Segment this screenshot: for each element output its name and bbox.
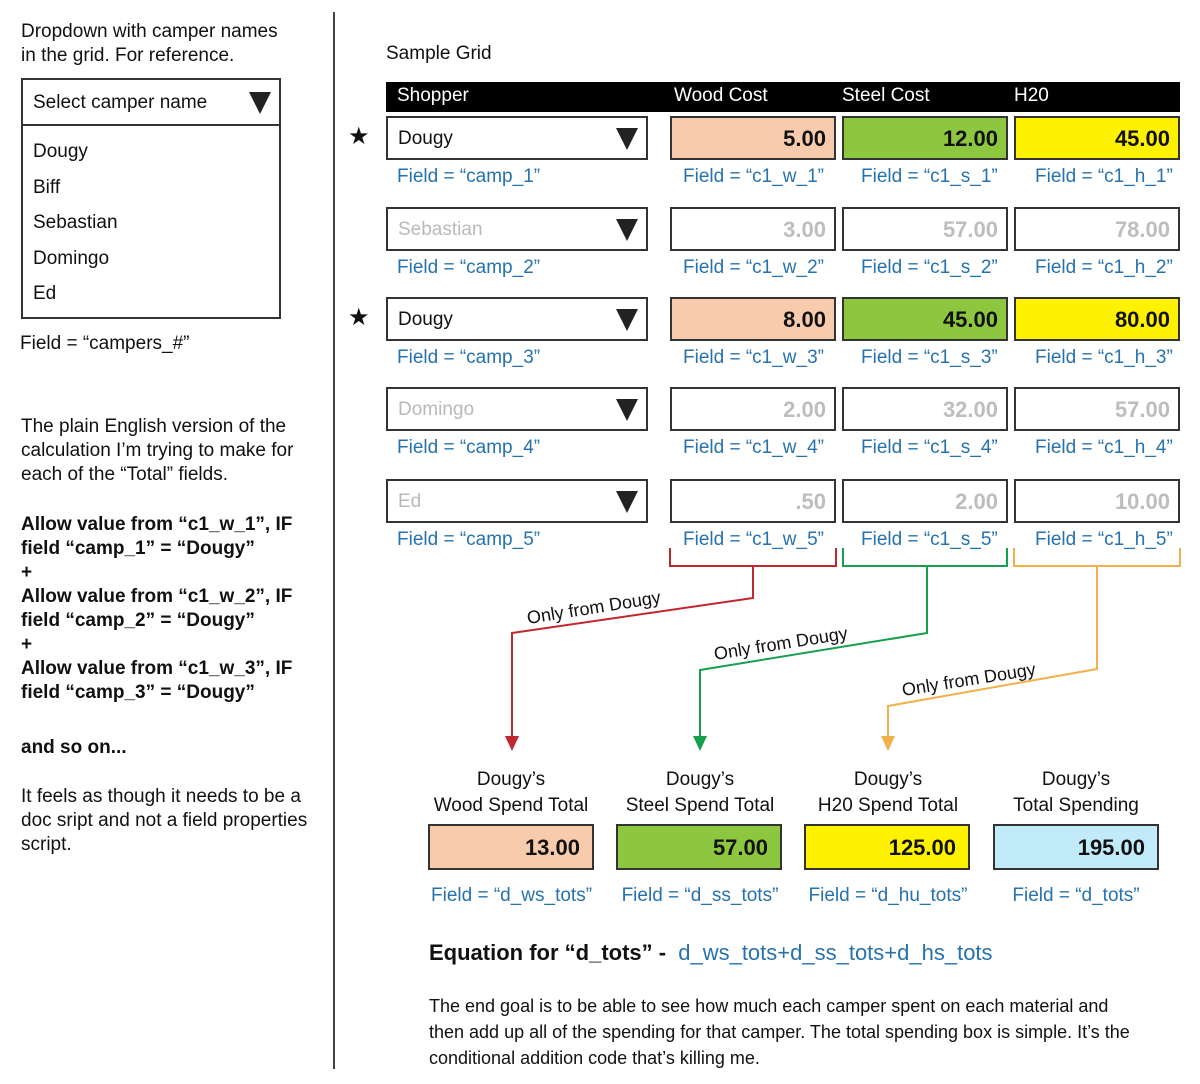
grid-title: Sample Grid: [386, 43, 492, 64]
dropdown-option[interactable]: Biff: [33, 176, 61, 198]
shopper-name: Dougy: [398, 309, 453, 330]
wood-field-label: Field = “c1_w_3”: [683, 347, 824, 368]
pseudo-code-line: +: [21, 562, 33, 583]
pseudo-code-line: Allow value from “c1_w_2”, IF: [21, 586, 293, 607]
steel-connector: [693, 548, 1007, 751]
note-line: doc sript and not a field properties: [21, 810, 308, 831]
h20-total-field-label: Field = “d_hu_tots”: [808, 885, 968, 906]
wood-cost-input[interactable]: 2.00: [670, 387, 836, 431]
wood-total-field-label: Field = “d_ws_tots”: [431, 885, 593, 906]
dropdown-option[interactable]: Dougy: [33, 141, 88, 162]
explanation-line: calculation I’m trying to make for: [21, 440, 294, 461]
total-title-line: H20 Spend Total: [817, 795, 959, 816]
shopper-name: Domingo: [398, 399, 475, 420]
intro-line: Dropdown with camper names: [21, 21, 278, 42]
shopper-field-label: Field = “camp_4”: [397, 437, 541, 458]
shopper-field-label: Field = “camp_2”: [397, 257, 541, 278]
total-title-line: Dougy’s: [1041, 769, 1111, 790]
total-title-line: Dougy’s: [665, 769, 735, 790]
h20-total-field[interactable]: 125.00: [804, 824, 970, 870]
h20-bracket: [1014, 548, 1180, 566]
total-title-line: Steel Spend Total: [625, 795, 775, 816]
wood-field-label: Field = “c1_w_2”: [683, 257, 824, 278]
steel-field-label: Field = “c1_s_3”: [861, 347, 998, 368]
steel-cost-input[interactable]: 32.00: [842, 387, 1008, 431]
h20-cost-input[interactable]: 45.00: [1014, 116, 1180, 160]
wood-field-label: Field = “c1_w_4”: [683, 437, 824, 458]
h20-arrow-label: Only from Dougy: [900, 659, 1038, 700]
dropdown-option[interactable]: Domingo: [33, 247, 110, 269]
end-goal-line: conditional addition code that’s killing me.: [429, 1048, 760, 1068]
wood-cost-input[interactable]: 3.00: [670, 207, 836, 251]
steel-arrowhead: [693, 736, 707, 751]
note-line: script.: [21, 834, 72, 855]
equation: [429, 940, 993, 966]
total-title-line: Dougy’s: [853, 769, 923, 790]
note-line: It feels as though it needs to be a: [21, 786, 301, 807]
dropdown-option[interactable]: Ed: [33, 283, 57, 304]
steel-cost-input[interactable]: 57.00: [842, 207, 1008, 251]
equation-formula: d_ws_tots+d_ss_tots+d_hs_tots: [678, 940, 993, 965]
steel-field-label: Field = “c1_s_4”: [861, 437, 998, 458]
h20-field-label: Field = “c1_h_5”: [1035, 529, 1173, 550]
total-title-line: Wood Spend Total: [433, 795, 589, 816]
h20-arrow-line: [888, 566, 1097, 744]
steel-field-label: Field = “c1_s_1”: [861, 166, 998, 187]
grand-total-field-label: Field = “d_tots”: [1012, 885, 1140, 906]
wood-total-title: [416, 767, 606, 819]
steel-cost-input[interactable]: 12.00: [842, 116, 1008, 160]
steel-cost-input[interactable]: 45.00: [842, 297, 1008, 341]
pseudo-code-line: +: [21, 634, 33, 655]
steel-total-title: [605, 767, 795, 819]
shopper-field-label: Field = “camp_3”: [397, 347, 541, 368]
h20-arrowhead: [881, 736, 895, 751]
grand-total-title: [981, 767, 1171, 819]
h20-field-label: Field = “c1_h_3”: [1035, 347, 1173, 368]
star-icon: ★: [348, 304, 370, 331]
steel-total-field-label: Field = “d_ss_tots”: [621, 885, 779, 906]
wood-arrow-label: Only from Dougy: [525, 587, 663, 628]
steel-field-label: Field = “c1_s_5”: [861, 529, 998, 550]
h20-cost-input[interactable]: 57.00: [1014, 387, 1180, 431]
steel-total-field[interactable]: 57.00: [616, 824, 782, 870]
h20-cost-input[interactable]: 10.00: [1014, 479, 1180, 523]
h20-field-label: Field = “c1_h_1”: [1035, 166, 1173, 187]
and-so-on: and so on...: [21, 737, 127, 758]
campers-field-label: Field = “campers_#”: [20, 333, 190, 354]
explanation-line: each of the “Total” fields.: [21, 464, 228, 485]
h20-field-label: Field = “c1_h_2”: [1035, 257, 1173, 278]
end-goal-line: The end goal is to be able to see how much each camper spent on each material and: [429, 996, 1109, 1016]
explanation-line: The plain English version of the: [21, 416, 287, 437]
pseudo-code-line: field “camp_1” = “Dougy”: [21, 538, 255, 559]
steel-cost-input[interactable]: 2.00: [842, 479, 1008, 523]
total-title-line: Dougy’s: [476, 769, 546, 790]
pseudo-code-line: field “camp_3” = “Dougy”: [21, 682, 255, 703]
shopper-field-label: Field = “camp_5”: [397, 529, 541, 550]
h20-field-label: Field = “c1_h_4”: [1035, 437, 1173, 458]
h20-total-title: [793, 767, 983, 819]
wood-bracket: [670, 548, 836, 566]
intro-line: in the grid. For reference.: [21, 45, 235, 66]
header-steel-cost: Steel Cost: [842, 85, 930, 106]
dropdown-option[interactable]: Sebastian: [33, 212, 118, 233]
header-shopper: Shopper: [397, 85, 469, 106]
shopper-name: Ed: [398, 491, 422, 512]
shopper-name: Dougy: [398, 128, 453, 149]
grand-total-field[interactable]: 195.00: [993, 824, 1159, 870]
h20-cost-input[interactable]: 80.00: [1014, 297, 1180, 341]
star-icon: ★: [348, 123, 370, 150]
dropdown-placeholder: Select camper name: [33, 92, 208, 113]
total-title-line: Total Spending: [1013, 795, 1139, 816]
equation-label: Equation for “d_tots” -: [429, 940, 667, 965]
end-goal-line: then add up all of the spending for that camper. The total spending box is simple. It’s the: [429, 1022, 1130, 1042]
pseudo-code-line: Allow value from “c1_w_1”, IF: [21, 514, 293, 535]
wood-cost-input[interactable]: 8.00: [670, 297, 836, 341]
pseudo-code-line: Allow value from “c1_w_3”, IF: [21, 658, 293, 679]
end-goal-text: [429, 993, 1130, 1071]
shopper-name: Sebastian: [398, 219, 483, 240]
steel-arrow-label: Only from Dougy: [712, 623, 850, 664]
wood-field-label: Field = “c1_w_1”: [683, 166, 824, 187]
wood-cost-input[interactable]: .50: [670, 479, 836, 523]
wood-cost-input[interactable]: 5.00: [670, 116, 836, 160]
wood-total-field[interactable]: 13.00: [428, 824, 594, 870]
steel-bracket: [843, 548, 1007, 566]
header-wood-cost: Wood Cost: [674, 85, 768, 106]
wood-field-label: Field = “c1_w_5”: [683, 529, 824, 550]
h20-cost-input[interactable]: 78.00: [1014, 207, 1180, 251]
wood-arrowhead: [505, 736, 519, 751]
steel-field-label: Field = “c1_s_2”: [861, 257, 998, 278]
header-h20: H20: [1014, 85, 1049, 106]
pseudo-code-line: field “camp_2” = “Dougy”: [21, 610, 255, 631]
h20-connector: [881, 548, 1180, 751]
shopper-field-label: Field = “camp_1”: [397, 166, 541, 187]
